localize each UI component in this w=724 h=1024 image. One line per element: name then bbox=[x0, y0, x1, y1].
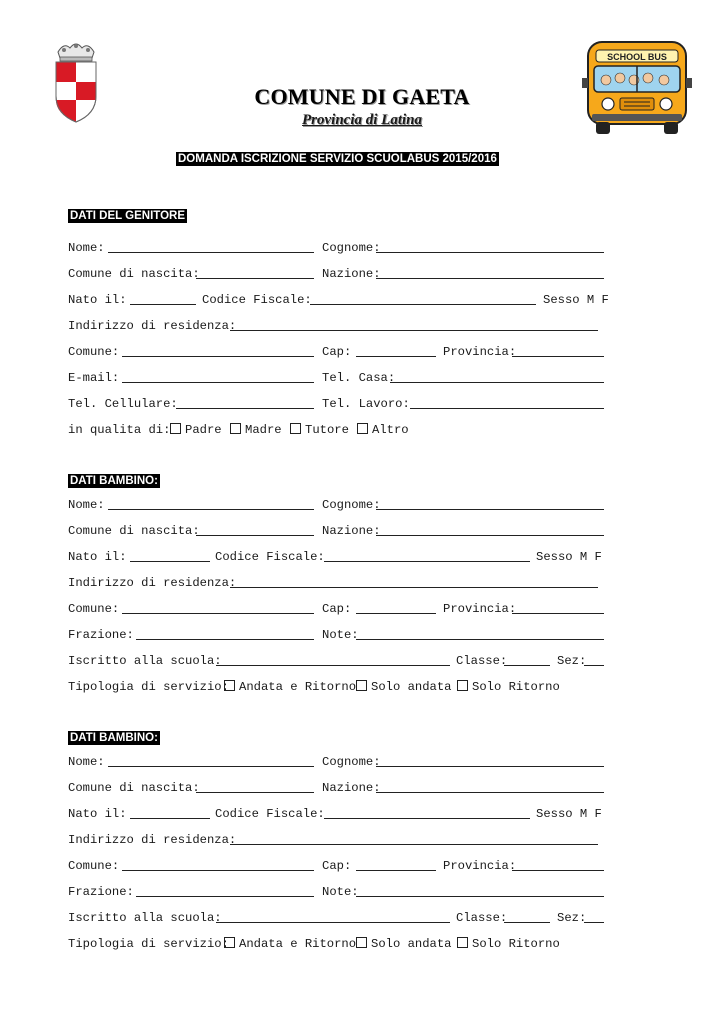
input-cap-bambino-2[interactable] bbox=[356, 870, 436, 871]
input-comune-nascita-bambino-1[interactable] bbox=[196, 535, 314, 536]
label-tel-lavoro: Tel. Lavoro: bbox=[322, 397, 410, 411]
label-indirizzo: Indirizzo di residenza: bbox=[68, 576, 237, 590]
checkbox-altro[interactable]: Altro bbox=[355, 422, 409, 438]
page-subtitle: Provincia di Latina bbox=[302, 112, 422, 128]
label-provincia: Provincia: bbox=[443, 859, 517, 873]
form-row-email-genitore bbox=[68, 370, 608, 386]
checkbox-andata-ritorno[interactable]: Andata e Ritorno bbox=[222, 679, 356, 695]
input-indirizzo-bambino-2[interactable] bbox=[230, 844, 598, 845]
label-nome: Nome: bbox=[68, 498, 105, 512]
label-cap: Cap: bbox=[322, 859, 352, 873]
input-tel-cellulare-genitore[interactable] bbox=[176, 408, 314, 409]
label-comune-nascita: Comune di nascita: bbox=[68, 781, 200, 795]
input-indirizzo-genitore[interactable] bbox=[230, 330, 598, 331]
checkbox-icon bbox=[224, 937, 235, 948]
checkbox-icon bbox=[356, 937, 367, 948]
input-indirizzo-bambino-1[interactable] bbox=[230, 587, 598, 588]
label-provincia: Provincia: bbox=[443, 602, 517, 616]
checkbox-solo-andata[interactable]: Solo andata bbox=[354, 679, 451, 695]
input-note-bambino-1[interactable] bbox=[356, 639, 604, 640]
form-row-nome-genitore bbox=[68, 240, 608, 256]
input-comune-bambino-1[interactable] bbox=[122, 613, 314, 614]
label-classe: Classe: bbox=[456, 911, 508, 925]
label-comune: Comune: bbox=[68, 345, 120, 359]
checkbox-icon bbox=[356, 680, 367, 691]
form-row-nato-bambino-1 bbox=[68, 549, 608, 565]
input-frazione-bambino-2[interactable] bbox=[136, 896, 314, 897]
input-nazione-bambino-2[interactable] bbox=[376, 792, 604, 793]
form-row-nascita-bambino-1 bbox=[68, 523, 608, 539]
input-sez-bambino-2[interactable] bbox=[584, 922, 604, 923]
checkbox-solo-andata[interactable]: Solo andata bbox=[354, 936, 451, 952]
form-row-nome-bambino-2 bbox=[68, 754, 608, 770]
label-provincia: Provincia: bbox=[443, 345, 517, 359]
label-comune-nascita: Comune di nascita: bbox=[68, 524, 200, 538]
input-nome-genitore[interactable] bbox=[108, 252, 314, 253]
label-tipologia: Tipologia di servizio: bbox=[68, 937, 229, 951]
input-tel-casa-genitore[interactable] bbox=[390, 382, 604, 383]
input-cognome-bambino-2[interactable] bbox=[376, 766, 604, 767]
form-row-comune-genitore bbox=[68, 344, 608, 360]
page-title: COMUNE DI GAETA bbox=[254, 84, 470, 109]
label-nato-il: Nato il: bbox=[68, 293, 127, 307]
checkbox-tutore[interactable]: Tutore bbox=[288, 422, 349, 438]
label-sesso[interactable]: Sesso M F bbox=[543, 293, 609, 307]
label-scuola: Iscritto alla scuola: bbox=[68, 654, 222, 668]
input-codice-fiscale-genitore[interactable] bbox=[310, 304, 536, 305]
form-row-comune-bambino-2 bbox=[68, 858, 608, 874]
input-nato-il-bambino-1[interactable] bbox=[130, 561, 210, 562]
label-note: Note: bbox=[322, 628, 359, 642]
input-sez-bambino-1[interactable] bbox=[584, 665, 604, 666]
document-heading: DOMANDA ISCRIZIONE SERVIZIO SCUOLABUS 2015/2016 bbox=[178, 153, 497, 165]
section-heading-genitore: DATI DEL GENITORE bbox=[70, 210, 186, 222]
input-tel-lavoro-genitore[interactable] bbox=[410, 408, 604, 409]
form-row-indirizzo-genitore bbox=[68, 318, 608, 334]
label-indirizzo: Indirizzo di residenza: bbox=[68, 319, 237, 333]
label-nazione: Nazione: bbox=[322, 524, 381, 538]
label-cognome: Cognome: bbox=[322, 498, 381, 512]
input-comune-nascita-genitore[interactable] bbox=[196, 278, 314, 279]
form-row-frazione-bambino-2 bbox=[68, 884, 608, 900]
checkbox-icon bbox=[230, 423, 241, 434]
form-row-qualita-genitore bbox=[68, 422, 608, 438]
input-comune-bambino-2[interactable] bbox=[122, 870, 314, 871]
input-nato-il-bambino-2[interactable] bbox=[130, 818, 210, 819]
input-nazione-bambino-1[interactable] bbox=[376, 535, 604, 536]
label-cap: Cap: bbox=[322, 602, 352, 616]
label-cap: Cap: bbox=[322, 345, 352, 359]
form-row-nome-bambino-1 bbox=[68, 497, 608, 513]
input-comune-genitore[interactable] bbox=[122, 356, 314, 357]
checkbox-icon bbox=[457, 680, 468, 691]
input-note-bambino-2[interactable] bbox=[356, 896, 604, 897]
checkbox-icon bbox=[357, 423, 368, 434]
label-comune: Comune: bbox=[68, 602, 120, 616]
label-sez: Sez: bbox=[557, 911, 587, 925]
form-row-telefoni-genitore bbox=[68, 396, 608, 412]
bus-sign-text: SCHOOL BUS bbox=[607, 52, 667, 62]
section-heading-bambino-2: DATI BAMBINO: bbox=[70, 732, 158, 744]
input-provincia-bambino-1[interactable] bbox=[512, 613, 604, 614]
checkbox-icon bbox=[170, 423, 181, 434]
checkbox-padre[interactable]: Padre bbox=[168, 422, 222, 438]
form-row-tipologia-bambino-1 bbox=[68, 679, 608, 695]
label-cognome: Cognome: bbox=[322, 755, 381, 769]
label-nato-il: Nato il: bbox=[68, 807, 127, 821]
label-nazione: Nazione: bbox=[322, 267, 381, 281]
input-cognome-genitore[interactable] bbox=[376, 252, 604, 253]
label-sesso[interactable]: Sesso M F bbox=[536, 550, 602, 564]
label-scuola: Iscritto alla scuola: bbox=[68, 911, 222, 925]
input-scuola-bambino-1[interactable] bbox=[216, 665, 450, 666]
checkbox-icon bbox=[290, 423, 301, 434]
label-codice-fiscale: Codice Fiscale: bbox=[202, 293, 312, 307]
label-comune-nascita: Comune di nascita: bbox=[68, 267, 200, 281]
input-provincia-bambino-2[interactable] bbox=[512, 870, 604, 871]
checkbox-solo-ritorno[interactable]: Solo Ritorno bbox=[455, 679, 560, 695]
label-nome: Nome: bbox=[68, 755, 105, 769]
form-row-nato-bambino-2 bbox=[68, 806, 608, 822]
checkbox-solo-ritorno[interactable]: Solo Ritorno bbox=[455, 936, 560, 952]
form-row-frazione-bambino-1 bbox=[68, 627, 608, 643]
label-codice-fiscale: Codice Fiscale: bbox=[215, 550, 325, 564]
input-cap-genitore[interactable] bbox=[356, 356, 436, 357]
input-cognome-bambino-1[interactable] bbox=[376, 509, 604, 510]
input-scuola-bambino-2[interactable] bbox=[216, 922, 450, 923]
input-codice-fiscale-bambino-1[interactable] bbox=[324, 561, 530, 562]
input-provincia-genitore[interactable] bbox=[512, 356, 604, 357]
checkbox-icon bbox=[224, 680, 235, 691]
checkbox-madre[interactable]: Madre bbox=[228, 422, 282, 438]
label-frazione: Frazione: bbox=[68, 885, 134, 899]
input-comune-nascita-bambino-2[interactable] bbox=[196, 792, 314, 793]
form-row-nascita-genitore bbox=[68, 266, 608, 282]
input-nome-bambino-2[interactable] bbox=[108, 766, 314, 767]
label-indirizzo: Indirizzo di residenza: bbox=[68, 833, 237, 847]
input-email-genitore[interactable] bbox=[122, 382, 314, 383]
checkbox-icon bbox=[457, 937, 468, 948]
label-codice-fiscale: Codice Fiscale: bbox=[215, 807, 325, 821]
form-row-comune-bambino-1 bbox=[68, 601, 608, 617]
input-cap-bambino-1[interactable] bbox=[356, 613, 436, 614]
label-email: E-mail: bbox=[68, 371, 120, 385]
input-nato-il-genitore[interactable] bbox=[130, 304, 196, 305]
input-classe-bambino-2[interactable] bbox=[504, 922, 550, 923]
label-nome: Nome: bbox=[68, 241, 105, 255]
input-nome-bambino-1[interactable] bbox=[108, 509, 314, 510]
label-note: Note: bbox=[322, 885, 359, 899]
label-frazione: Frazione: bbox=[68, 628, 134, 642]
checkbox-andata-ritorno[interactable]: Andata e Ritorno bbox=[222, 936, 356, 952]
label-tel-cellulare: Tel. Cellulare: bbox=[68, 397, 178, 411]
form-row-indirizzo-bambino-1 bbox=[68, 575, 608, 591]
form-row-nascita-bambino-2 bbox=[68, 780, 608, 796]
input-nazione-genitore[interactable] bbox=[376, 278, 604, 279]
form-row-scuola-bambino-1 bbox=[68, 653, 608, 669]
input-classe-bambino-1[interactable] bbox=[504, 665, 550, 666]
label-tel-casa: Tel. Casa: bbox=[322, 371, 396, 385]
input-codice-fiscale-bambino-2[interactable] bbox=[324, 818, 530, 819]
form-row-nato-genitore bbox=[68, 292, 608, 308]
label-classe: Classe: bbox=[456, 654, 508, 668]
label-cognome: Cognome: bbox=[322, 241, 381, 255]
label-tipologia: Tipologia di servizio: bbox=[68, 680, 229, 694]
input-frazione-bambino-1[interactable] bbox=[136, 639, 314, 640]
label-nato-il: Nato il: bbox=[68, 550, 127, 564]
label-comune: Comune: bbox=[68, 859, 120, 873]
label-sez: Sez: bbox=[557, 654, 587, 668]
label-sesso[interactable]: Sesso M F bbox=[536, 807, 602, 821]
label-nazione: Nazione: bbox=[322, 781, 381, 795]
form-row-scuola-bambino-2 bbox=[68, 910, 608, 926]
form-row-indirizzo-bambino-2 bbox=[68, 832, 608, 848]
label-qualita: in qualita di: bbox=[68, 423, 171, 437]
section-heading-bambino-1: DATI BAMBINO: bbox=[70, 475, 158, 487]
form-row-tipologia-bambino-2 bbox=[68, 936, 608, 952]
